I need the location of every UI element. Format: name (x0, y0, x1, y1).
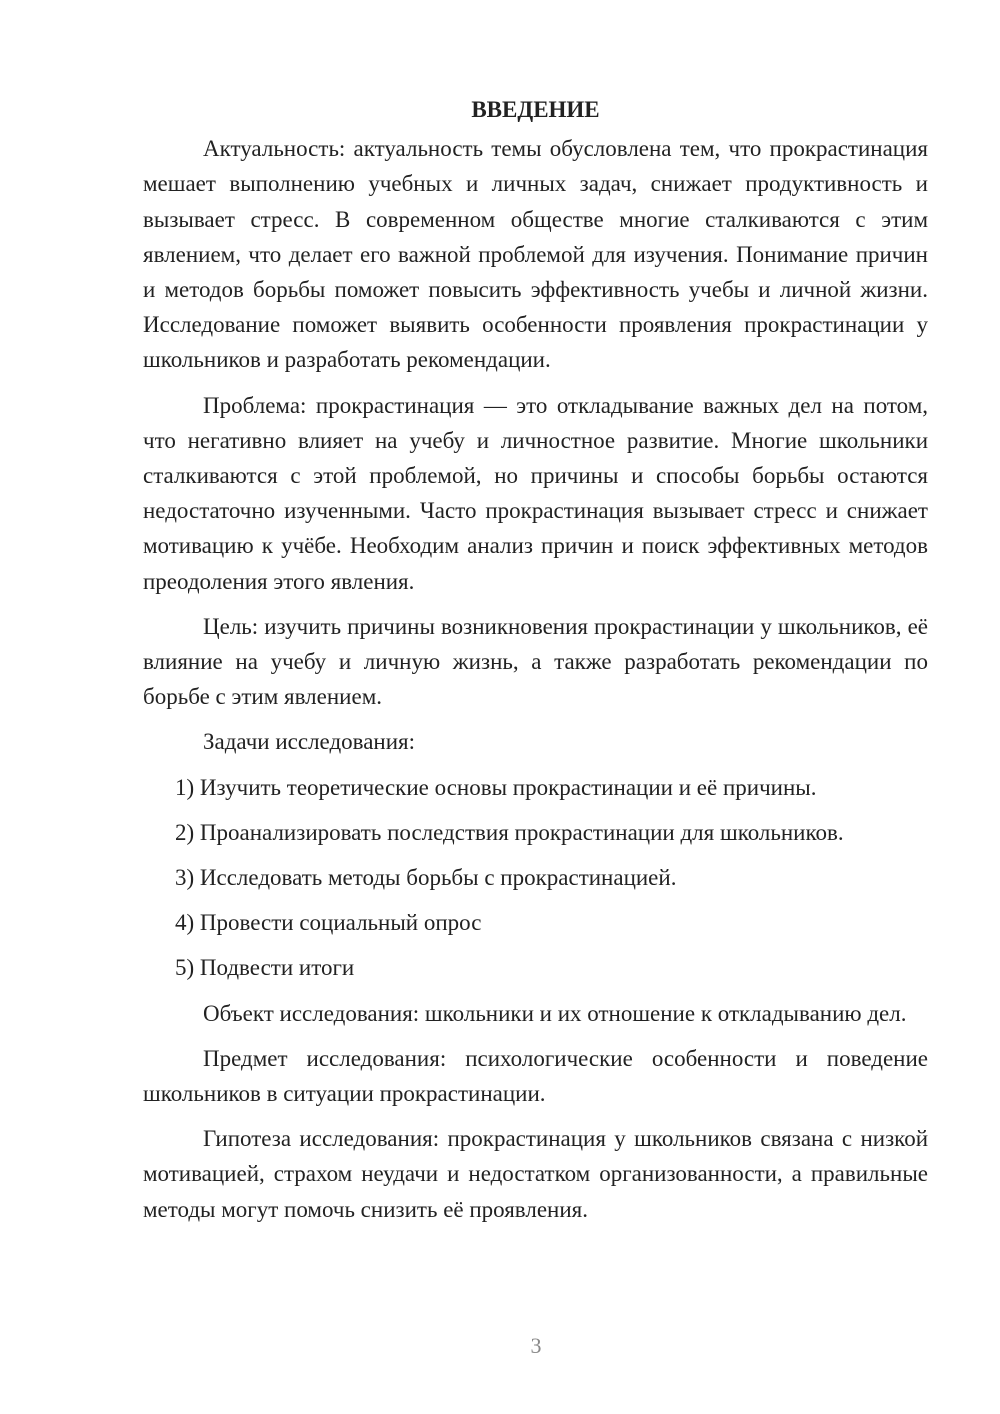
document-body (143, 92, 928, 1237)
paragraph-hypothesis: Гипотеза исследования: прокрастинация у школьников связана с низкой мотивацией, страхом неудачи и недостатком организованности, а правильные методы могут помочь снизить её проявления. (143, 1126, 928, 1222)
list-item: 3) Исследовать методы борьбы с прокрастинацией. (175, 865, 677, 891)
paragraph-subject: Предмет исследования: психологические особенности и поведение школьников в ситуации прокрастинации. (143, 1045, 928, 1107)
tasks-list (143, 770, 928, 986)
list-item: 5) Подвести итоги (175, 955, 355, 981)
list-item: 2) Проанализировать последствия прокрастинации для школьников. (175, 819, 844, 845)
paragraph-goal: Цель: изучить причины возникновения прокрастинации у школьников, её влияние на учебу и личную жизнь, а также разработать рекомендации по борьбе с этим явлением. (143, 613, 928, 710)
page-title: ВВЕДЕНИЕ (471, 97, 600, 122)
paragraph-relevance: Актуальность: актуальность темы обусловлена тем, что прокрастинация мешает выполнению учебных и личных задач, снижает продуктивность и вызывает стресс. В современном обществе многие сталкиваются с этим явлением, что делает его важной проблемой для изучения. Понимание причин и методов борьбы поможет повысить эффективность учебы и личной жизни. Исследование поможет выявить особенности проявления прокрастинации у школьников и разработать рекомендации. (143, 136, 928, 373)
list-item: 1) Изучить теоретические основы прокрастинации и её причины. (175, 774, 817, 800)
page-number: 3 (530, 1333, 542, 1358)
paragraph-problem: Проблема: прокрастинация — это откладывание важных дел на потом, что негативно влияет на учебу и личностное развитие. Многие школьники сталкиваются с этой проблемой, но причины и способы борьбы остаются недостаточно изученными. Часто прокрастинация вызывает стресс и снижает мотивацию к учёбе. Необходим анализ причин и поиск эффективных методов преодоления этого явления. (143, 392, 928, 594)
paragraph-object: Объект исследования: школьники и их отношение к откладыванию дел. (203, 1000, 907, 1026)
list-item: 4) Провести социальный опрос (175, 910, 482, 936)
tasks-heading: Задачи исследования: (203, 729, 416, 755)
